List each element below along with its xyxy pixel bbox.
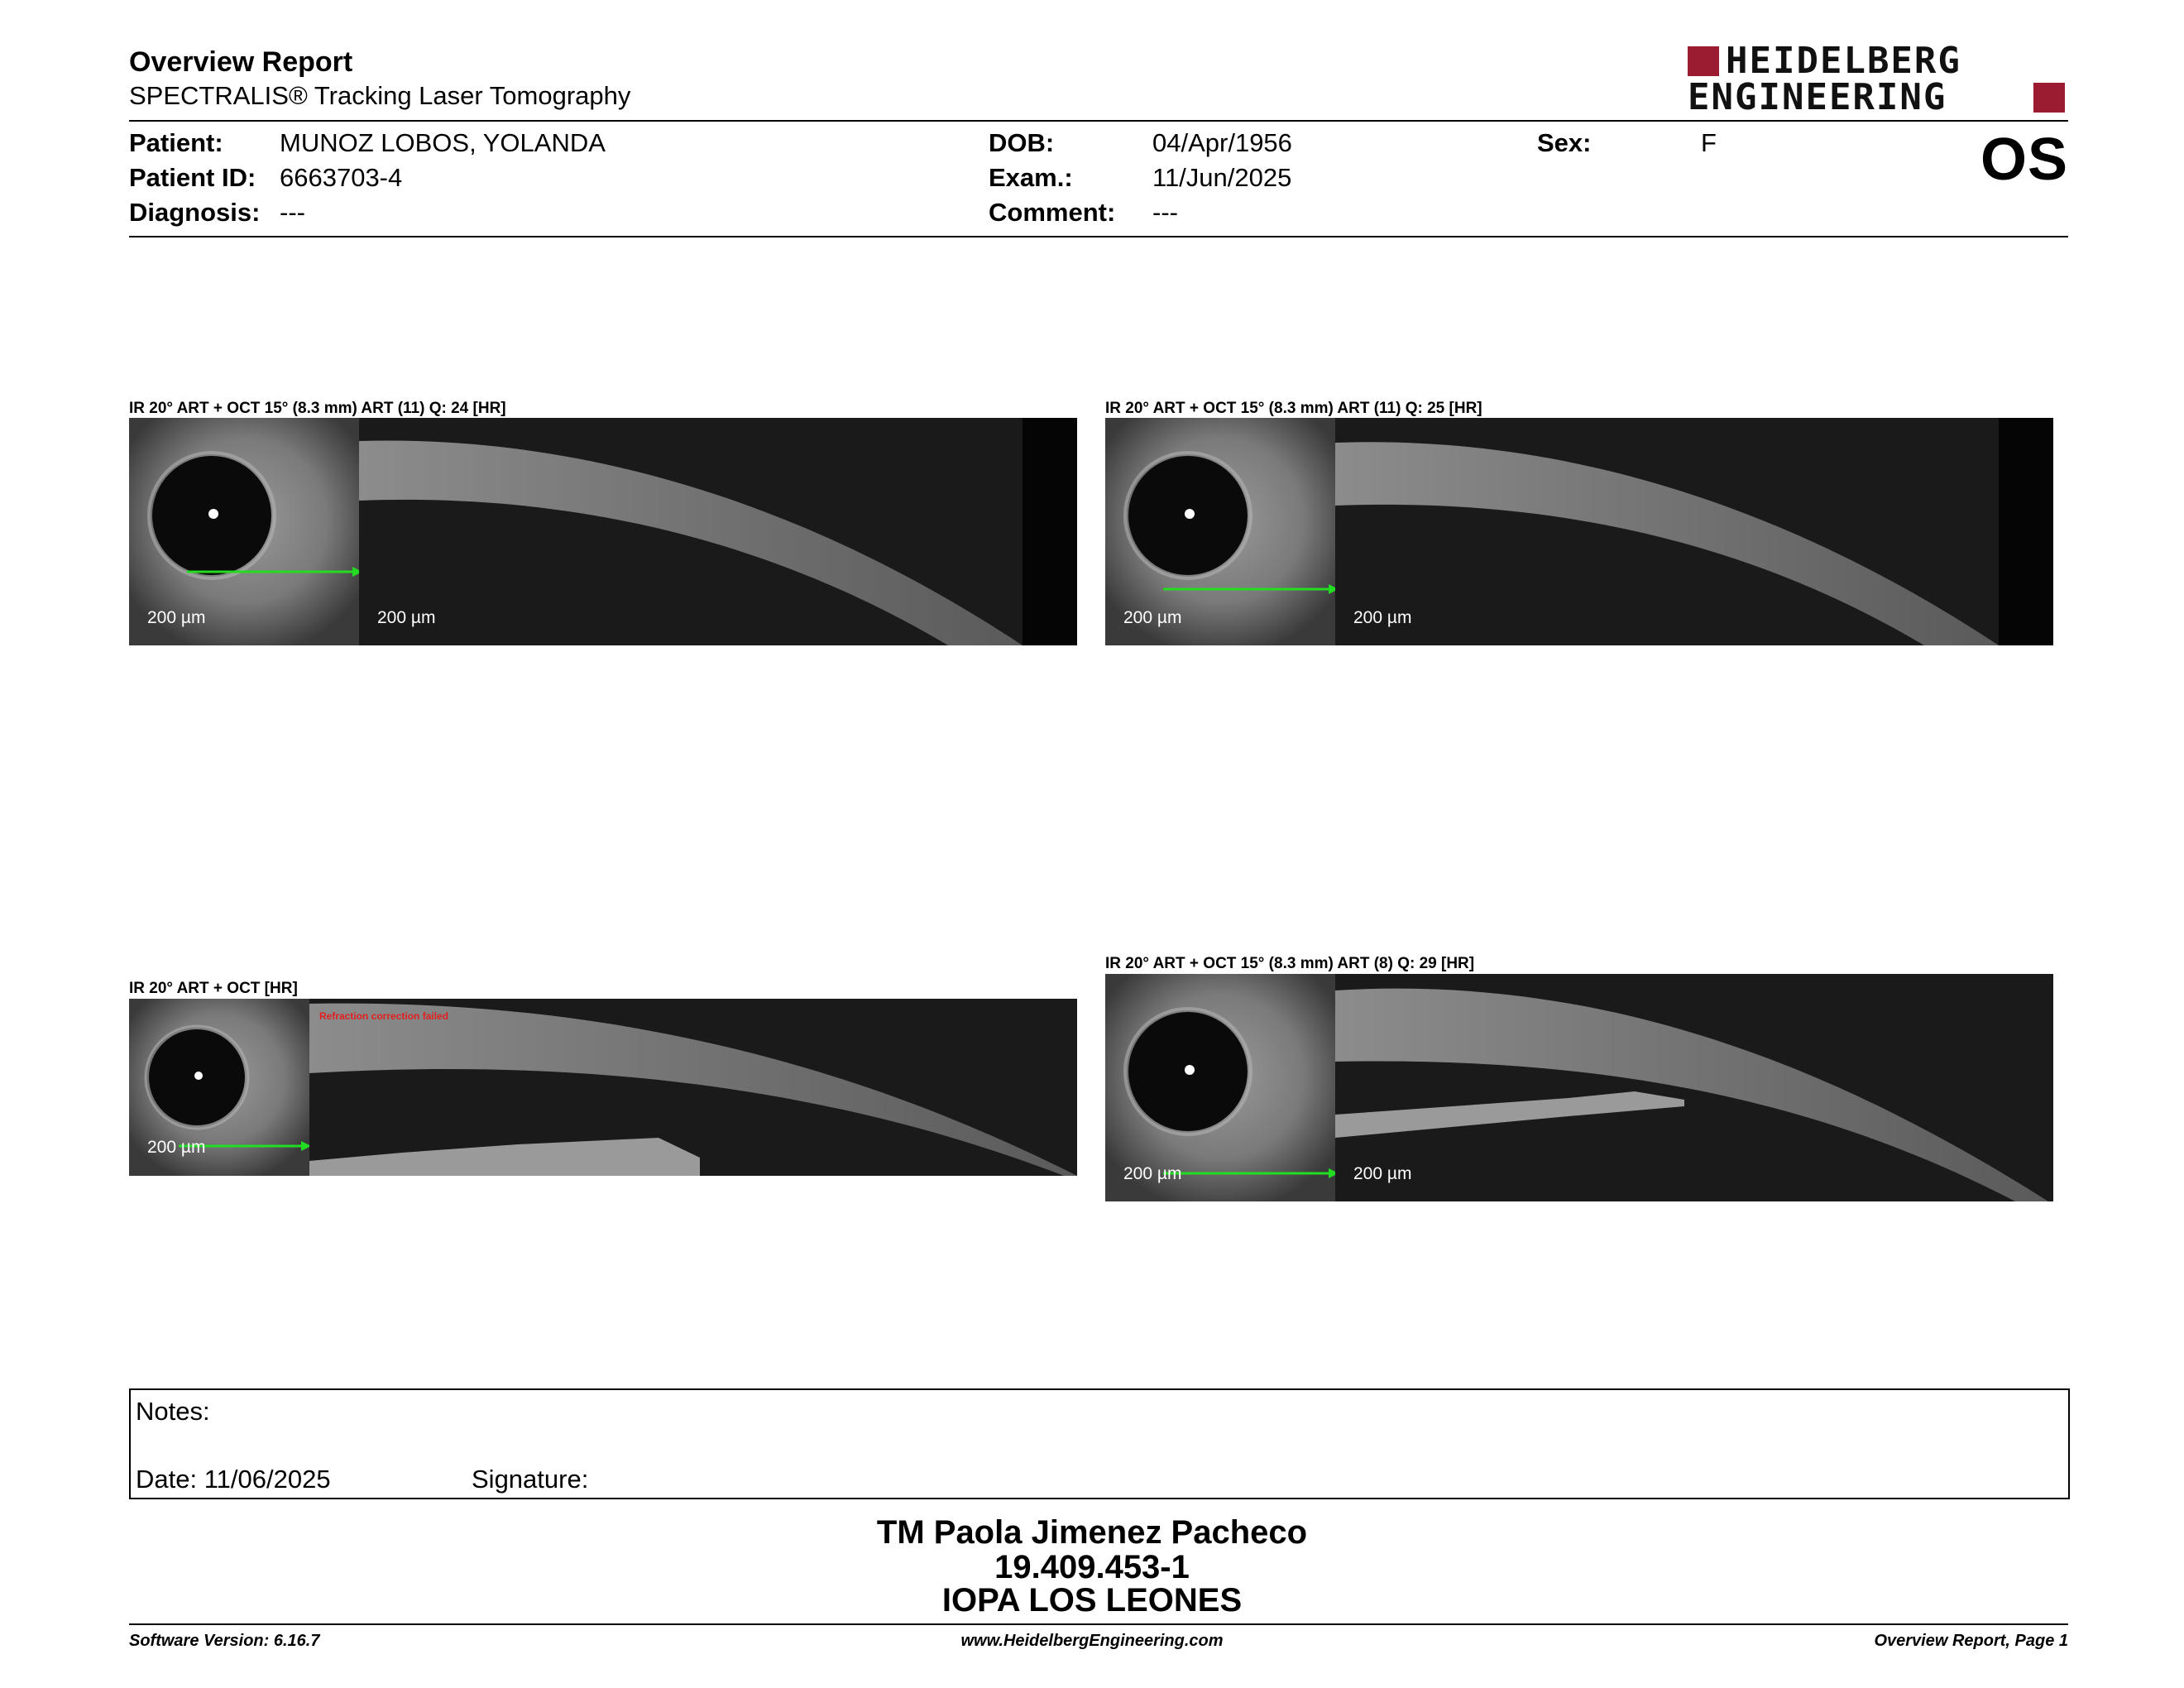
signatory-rut: 19.409.453-1: [994, 1549, 1190, 1585]
ir-scale-bar: 200 µm: [147, 1138, 206, 1157]
logo-square-icon: [2033, 83, 2065, 113]
scan-caption: IR 20° ART + OCT 15° (8.3 mm) ART (8) Q: 29 [HR]: [1105, 955, 1475, 972]
ir-scale-bar: 200 µm: [1123, 1164, 1182, 1183]
logo-word-2: ENGINEERING: [1688, 76, 1947, 118]
oct-scan-image: [129, 999, 1077, 1176]
comment-value: ---: [1152, 198, 1178, 227]
patient-rule: [129, 236, 2068, 237]
scan-caption: IR 20° ART + OCT [HR]: [129, 980, 298, 997]
website-link[interactable]: www.HeidelbergEngineering.com: [960, 1632, 1224, 1650]
signatory-institution: IOPA LOS LEONES: [941, 1582, 1243, 1618]
software-version: Software Version: 6.16.7: [129, 1632, 320, 1650]
notes-box: [129, 1388, 2070, 1499]
scan-caption: IR 20° ART + OCT 15° (8.3 mm) ART (11) Q: 25 [HR]: [1105, 400, 1482, 417]
logo-square-icon: [1688, 46, 1719, 76]
scan-panel: [129, 418, 1077, 645]
patient-name: MUNOZ LOBOS, YOLANDA: [280, 128, 606, 157]
dob-label: DOB:: [989, 128, 1055, 157]
refraction-warning: Refraction correction failed: [319, 1010, 449, 1022]
comment-label: Comment:: [989, 198, 1116, 227]
footer-rule: [129, 1623, 2068, 1625]
ir-scale-bar: 200 µm: [147, 608, 206, 627]
oct-scan-image: [1105, 974, 2053, 1201]
patient-id: 6663703-4: [280, 163, 403, 192]
page-number: Overview Report, Page 1: [1874, 1632, 2068, 1650]
dob-value: 04/Apr/1956: [1152, 128, 1292, 157]
scan-caption: IR 20° ART + OCT 15° (8.3 mm) ART (11) Q: 24 [HR]: [129, 400, 506, 417]
exam-value: 11/Jun/2025: [1152, 163, 1292, 192]
scan-panel: [1105, 418, 2053, 645]
ir-scale-bar: 200 µm: [1123, 608, 1182, 627]
diagnosis-label: Diagnosis:: [129, 198, 261, 227]
notes-label: Notes:: [136, 1397, 210, 1426]
signature-label: Signature:: [472, 1465, 589, 1494]
notes-date: Date: 11/06/2025: [136, 1465, 331, 1494]
logo-word-1: HEIDELBERG: [1726, 40, 1961, 82]
report-subtitle: SPECTRALIS® Tracking Laser Tomography: [129, 81, 631, 110]
scan-panel: [1105, 974, 2053, 1201]
patient-label: Patient:: [129, 128, 223, 157]
oct-scale-bar: 200 µm: [377, 608, 436, 627]
oct-scale-bar: 200 µm: [1353, 1164, 1412, 1183]
signatory-name: TM Paola Jimenez Pacheco: [876, 1514, 1308, 1551]
exam-label: Exam.:: [989, 163, 1073, 192]
scan-panel: [129, 999, 1077, 1176]
oct-scan-image: [1105, 418, 2053, 645]
patient-id-label: Patient ID:: [129, 163, 256, 192]
heidelberg-logo: [1688, 40, 2068, 119]
oct-scan-image: [129, 418, 1077, 645]
diagnosis-value: ---: [280, 198, 305, 227]
sex-label: Sex:: [1537, 128, 1592, 157]
eye-laterality: OS: [1980, 127, 2068, 193]
report-title: Overview Report: [129, 46, 353, 78]
oct-scale-bar: 200 µm: [1353, 608, 1412, 627]
sex-value: F: [1701, 128, 1717, 157]
header-rule: [129, 120, 2068, 122]
